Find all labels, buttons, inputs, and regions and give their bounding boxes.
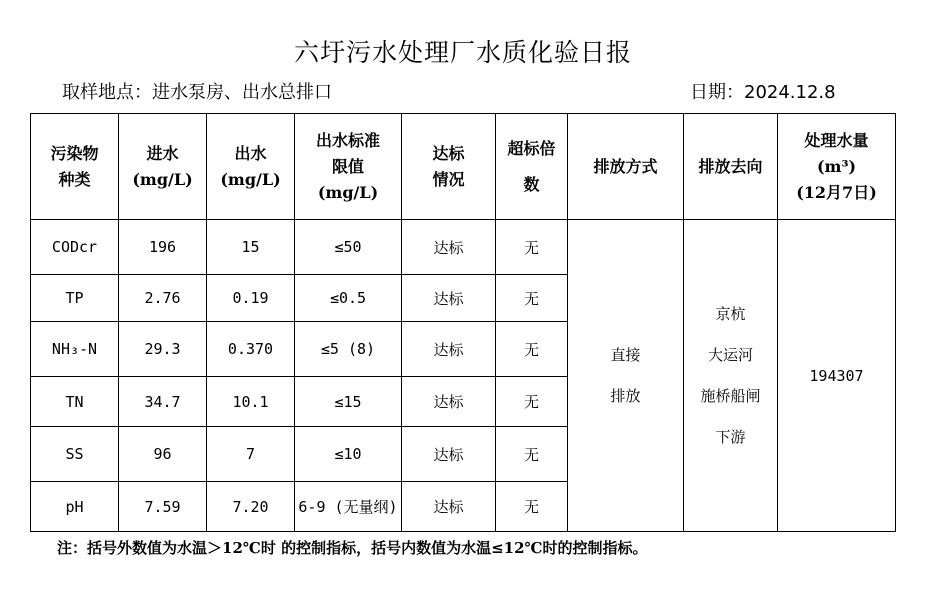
discharge-destination: 京杭 大运河 施桥船闸 下游 bbox=[684, 220, 778, 532]
exceed-value: 无 bbox=[496, 427, 568, 482]
effluent-value: 0.370 bbox=[207, 322, 295, 377]
influent-value: 196 bbox=[119, 220, 207, 275]
influent-value: 34.7 bbox=[119, 377, 207, 427]
limit-value: 6-9 (无量纲) bbox=[295, 482, 402, 532]
param-name: pH bbox=[31, 482, 119, 532]
exceed-value: 无 bbox=[496, 220, 568, 275]
discharge-method: 直接 排放 bbox=[568, 220, 684, 532]
status-value: 达标 bbox=[402, 220, 496, 275]
footnote: 注：括号外数值为水温＞12℃时 的控制指标，括号内数值为水温≤12℃时的控制指标。 bbox=[57, 539, 648, 557]
table-row bbox=[31, 220, 896, 275]
limit-value: ≤0.5 bbox=[295, 275, 402, 322]
header-pollutant: 污染物 种类 bbox=[31, 114, 119, 220]
exceed-value: 无 bbox=[496, 482, 568, 532]
effluent-value: 7.20 bbox=[207, 482, 295, 532]
influent-value: 96 bbox=[119, 427, 207, 482]
limit-value: ≤50 bbox=[295, 220, 402, 275]
status-value: 达标 bbox=[402, 275, 496, 322]
limit-value: ≤5 (8) bbox=[295, 322, 402, 377]
effluent-value: 15 bbox=[207, 220, 295, 275]
exceed-value: 无 bbox=[496, 322, 568, 377]
effluent-value: 10.1 bbox=[207, 377, 295, 427]
header-influent: 进水 (mg/L) bbox=[119, 114, 207, 220]
param-name: TN bbox=[31, 377, 119, 427]
report-title: 六圩污水处理厂水质化验日报 bbox=[293, 38, 632, 67]
header-discharge-method: 排放方式 bbox=[568, 114, 684, 220]
header-discharge-destination: 排放去向 bbox=[684, 114, 778, 220]
water-quality-table bbox=[30, 113, 896, 532]
report-date: 日期：2024.12.8 bbox=[690, 82, 836, 103]
influent-value: 29.3 bbox=[119, 322, 207, 377]
param-name: SS bbox=[31, 427, 119, 482]
influent-value: 2.76 bbox=[119, 275, 207, 322]
param-name: NH₃-N bbox=[31, 322, 119, 377]
param-name: TP bbox=[31, 275, 119, 322]
header-limit: 出水标准 限值 (mg/L) bbox=[295, 114, 402, 220]
header-status: 达标 情况 bbox=[402, 114, 496, 220]
header-effluent: 出水 (mg/L) bbox=[207, 114, 295, 220]
sampling-location: 取样地点：进水泵房、出水总排口 bbox=[62, 82, 332, 103]
influent-value: 7.59 bbox=[119, 482, 207, 532]
effluent-value: 0.19 bbox=[207, 275, 295, 322]
status-value: 达标 bbox=[402, 322, 496, 377]
effluent-value: 7 bbox=[207, 427, 295, 482]
exceed-value: 无 bbox=[496, 275, 568, 322]
limit-value: ≤10 bbox=[295, 427, 402, 482]
limit-value: ≤15 bbox=[295, 377, 402, 427]
status-value: 达标 bbox=[402, 482, 496, 532]
status-value: 达标 bbox=[402, 427, 496, 482]
exceed-value: 无 bbox=[496, 377, 568, 427]
status-value: 达标 bbox=[402, 377, 496, 427]
param-name: CODcr bbox=[31, 220, 119, 275]
header-row bbox=[31, 114, 896, 220]
header-exceed: 超标倍 数 bbox=[496, 114, 568, 220]
treated-volume: 194307 bbox=[778, 220, 896, 532]
header-volume: 处理水量 (m³) (12月7日) bbox=[778, 114, 896, 220]
